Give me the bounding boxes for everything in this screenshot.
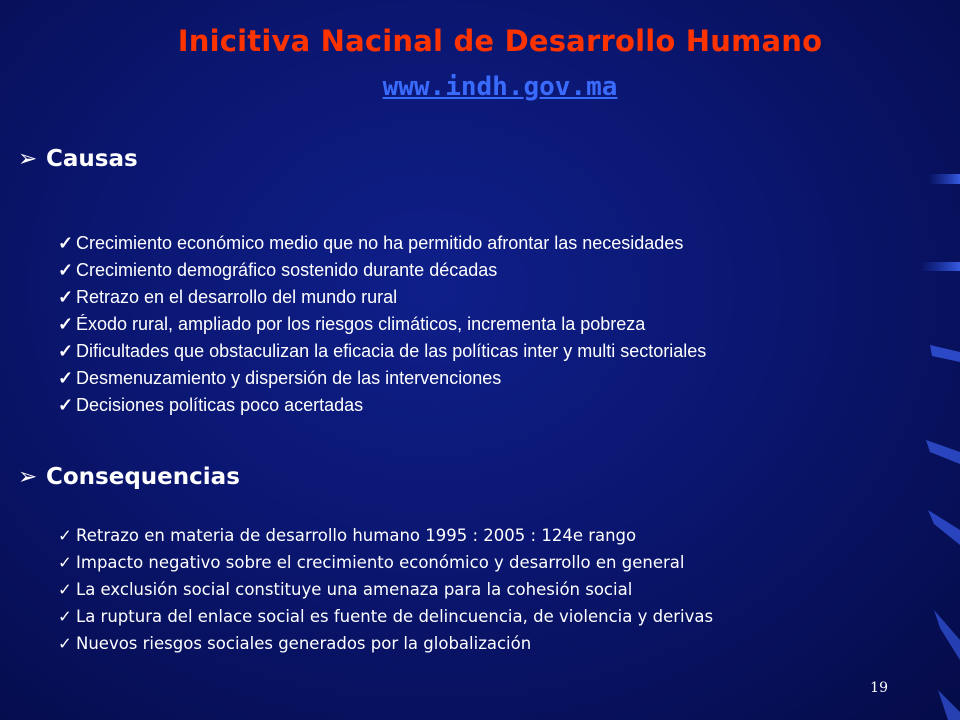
list-item	[58, 392, 706, 419]
checkmark-icon: ✓	[58, 634, 72, 653]
list-item-text: La exclusión social constituye una amenaza para la cohesión social	[76, 580, 633, 599]
list-item	[58, 230, 706, 257]
list-item-text: Dificultades que obstaculizan la eficacia de las políticas inter y multi sectoriales	[76, 341, 707, 361]
checkmark-icon: ✓	[58, 553, 72, 572]
list-item-text: Crecimiento demográfico sostenido durante décadas	[76, 260, 498, 280]
list-item	[58, 522, 713, 549]
list-item-text: Retrazo en el desarrollo del mundo rural	[76, 287, 398, 307]
page-number: 19	[870, 680, 888, 696]
list-item	[58, 257, 706, 284]
checkmark-icon: ✓	[58, 233, 74, 253]
list-item-text: Desmenuzamiento y dispersión de las intervenciones	[76, 368, 502, 388]
checkmark-icon: ✓	[58, 580, 72, 599]
list-item	[58, 338, 706, 365]
section-heading-label: Consequencias	[46, 464, 240, 490]
arrowhead-icon: ➢	[18, 146, 38, 172]
slide-title: Inicitiva Nacinal de Desarrollo Humano	[177, 24, 823, 58]
section-heading-causas	[18, 146, 138, 172]
arrowhead-icon: ➢	[18, 464, 38, 490]
section-heading-label: Causas	[46, 146, 138, 172]
checkmark-icon: ✓	[58, 287, 74, 307]
causas-list	[58, 230, 706, 419]
list-item-text: Éxodo rural, ampliado por los riesgos climáticos, incrementa la pobreza	[76, 314, 646, 334]
section-heading-consequencias	[18, 464, 240, 490]
checkmark-icon: ✓	[58, 395, 74, 415]
list-item	[58, 630, 713, 657]
checkmark-icon: ✓	[58, 526, 72, 545]
website-link[interactable]: www.indh.gov.ma	[382, 72, 618, 102]
list-item-text: Impacto negativo sobre el crecimiento económico y desarrollo en general	[76, 553, 685, 572]
list-item-text: Nuevos riesgos sociales generados por la globalización	[76, 634, 532, 653]
checkmark-icon: ✓	[58, 341, 74, 361]
website-url	[0, 72, 960, 102]
list-item	[58, 603, 713, 630]
consequencias-list	[58, 522, 713, 657]
list-item	[58, 549, 713, 576]
checkmark-icon: ✓	[58, 260, 74, 280]
list-item	[58, 311, 706, 338]
list-item	[58, 284, 706, 311]
checkmark-icon: ✓	[58, 314, 74, 334]
list-item-text: Retrazo en materia de desarrollo humano 1995 : 2005 : 124e rango	[76, 526, 637, 545]
list-item	[58, 365, 706, 392]
checkmark-icon: ✓	[58, 607, 72, 626]
checkmark-icon: ✓	[58, 368, 74, 388]
list-item-text: Decisiones políticas poco acertadas	[76, 395, 364, 415]
list-item-text: La ruptura del enlace social es fuente de delincuencia, de violencia y derivas	[76, 607, 714, 626]
list-item-text: Crecimiento económico medio que no ha permitido afrontar las necesidades	[76, 233, 684, 253]
list-item	[58, 576, 713, 603]
